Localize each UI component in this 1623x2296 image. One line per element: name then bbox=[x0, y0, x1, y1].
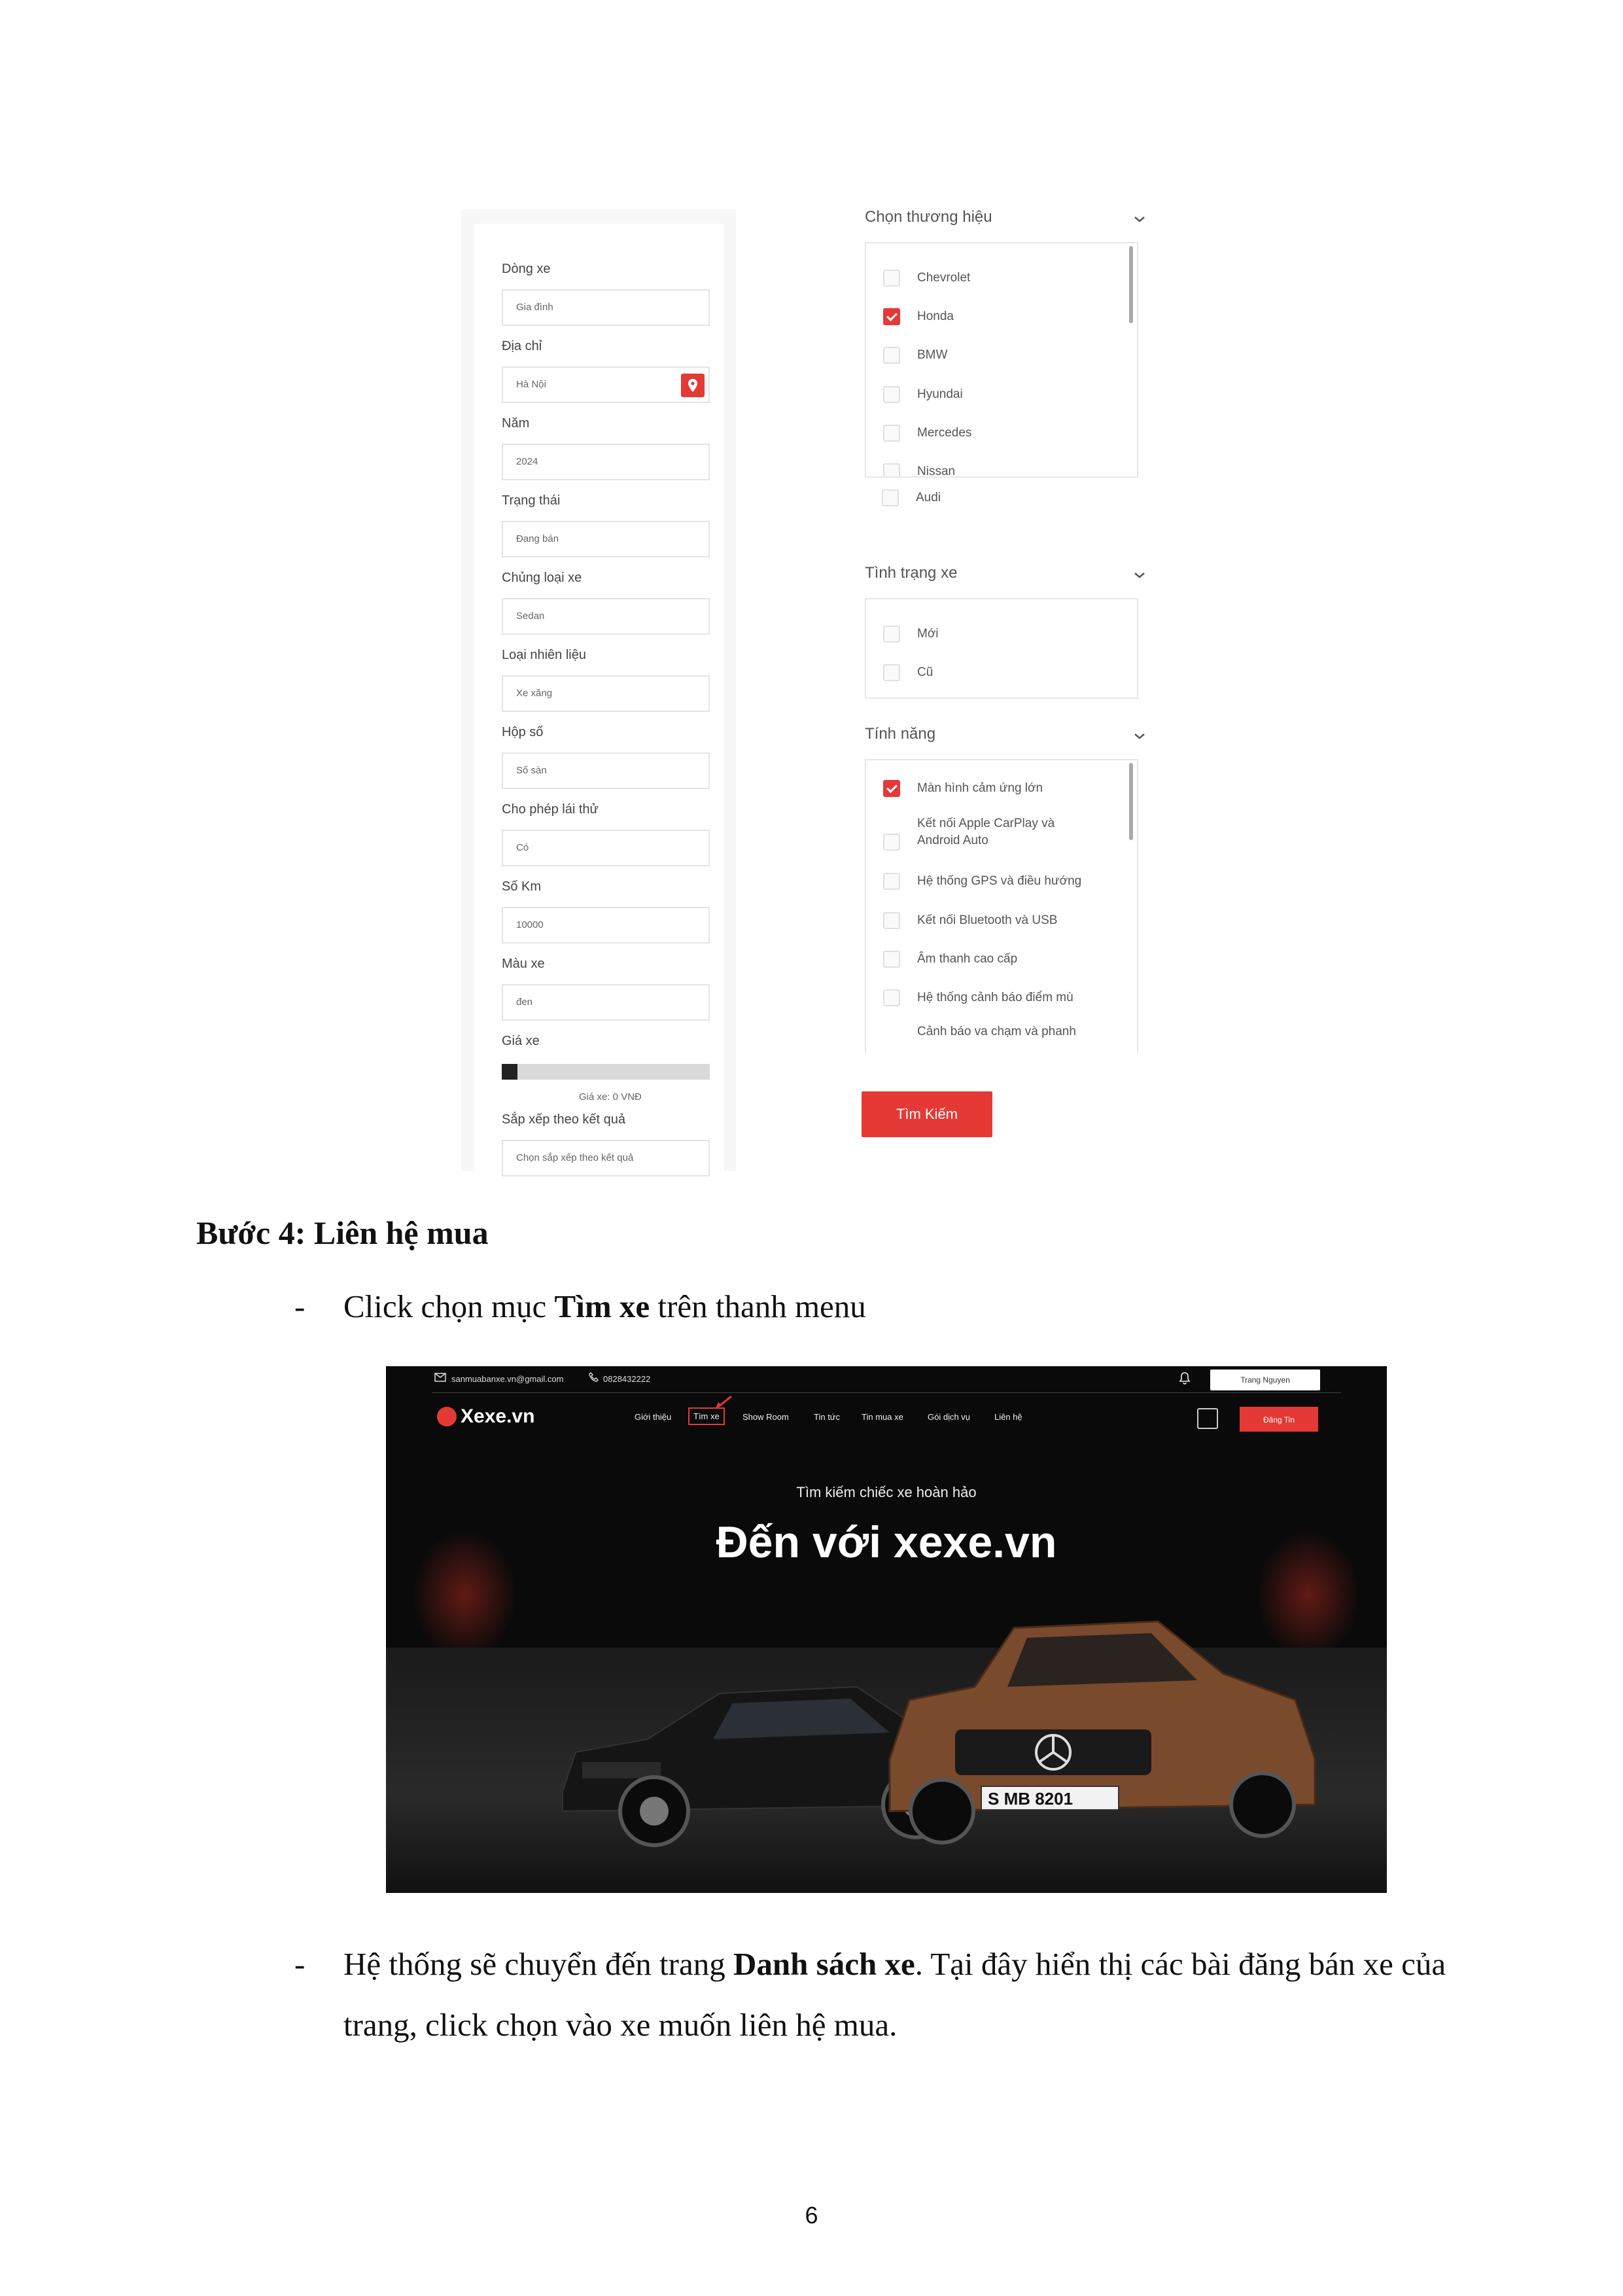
search-button[interactable]: Tìm Kiếm bbox=[862, 1091, 992, 1137]
brand-option: Hyundai bbox=[917, 387, 963, 401]
checkbox-nissan[interactable] bbox=[883, 463, 900, 478]
address-value: Hà Nội bbox=[516, 379, 546, 390]
contact-email[interactable]: sanmuabanxe.vn@gmail.com bbox=[451, 1374, 564, 1384]
checkbox-blind-spot[interactable] bbox=[883, 989, 900, 1006]
checkbox-bluetooth[interactable] bbox=[883, 912, 900, 929]
text-run-bold: Tìm xe bbox=[554, 1288, 650, 1324]
price-label: Giá xe bbox=[502, 1034, 540, 1048]
text-run: trên thanh menu bbox=[650, 1288, 866, 1324]
user-menu-button[interactable]: Trang Nguyen bbox=[1210, 1369, 1320, 1390]
text-run: Hệ thống sẽ chuyển đến trang bbox=[343, 1946, 733, 1982]
condition-option: Mới bbox=[917, 627, 939, 641]
chevron-down-icon[interactable] bbox=[1133, 571, 1146, 580]
field-label: Năm bbox=[502, 416, 530, 431]
checkbox-carplay[interactable] bbox=[883, 834, 900, 851]
address-input[interactable] bbox=[502, 366, 710, 403]
bullet-dash: - bbox=[294, 1946, 305, 1982]
feature-option: Kết nối Apple CarPlay và Android Auto bbox=[917, 817, 1055, 847]
filter-panel-screenshot bbox=[832, 190, 1159, 1171]
scrollbar[interactable] bbox=[1129, 246, 1133, 323]
feature-option: Màn hình cảm ứng lớn bbox=[917, 781, 1043, 795]
chevron-down-icon[interactable] bbox=[1133, 732, 1146, 741]
hero-title: Đến với xexe.vn bbox=[716, 1517, 1057, 1567]
bell-icon[interactable] bbox=[1179, 1371, 1191, 1385]
feature-filter-title[interactable]: Tính năng bbox=[865, 725, 936, 743]
brand-filter-title[interactable]: Chọn thương hiệu bbox=[865, 208, 992, 226]
checkbox-bmw[interactable] bbox=[883, 347, 900, 364]
price-slider-handle[interactable] bbox=[502, 1064, 517, 1080]
mail-icon bbox=[434, 1373, 446, 1382]
price-slider[interactable] bbox=[502, 1064, 710, 1080]
step-heading: Bước 4: Liên hệ mua bbox=[196, 1214, 489, 1251]
field-label: Cho phép lái thử bbox=[502, 802, 599, 817]
field-label: Trạng thái bbox=[502, 493, 561, 508]
brand-option: Nissan bbox=[917, 465, 956, 478]
contact-phone[interactable]: 0828432222 bbox=[603, 1374, 651, 1384]
checkbox-hyundai[interactable] bbox=[883, 386, 900, 403]
brand-list bbox=[865, 242, 1138, 478]
field-label: Màu xe bbox=[502, 957, 545, 971]
brand-option: Chevrolet bbox=[917, 271, 971, 285]
location-pin-icon bbox=[687, 378, 699, 393]
brand-option: Mercedes bbox=[917, 426, 972, 440]
fuel-type-input[interactable]: Xe xăng bbox=[502, 675, 710, 712]
sort-select[interactable]: Chọn sắp xếp theo kết quả bbox=[502, 1140, 710, 1176]
condition-option: Cũ bbox=[917, 665, 934, 679]
year-input[interactable]: 2024 bbox=[502, 444, 710, 480]
location-button[interactable] bbox=[681, 374, 705, 397]
feature-option: Hệ thống cảnh báo điểm mù bbox=[917, 991, 1073, 1004]
checkbox-audi[interactable] bbox=[882, 489, 899, 506]
hero-subtitle: Tìm kiếm chiếc xe hoàn hảo bbox=[796, 1484, 977, 1500]
bullet-text bbox=[343, 1934, 1456, 2055]
brand-option: Honda bbox=[917, 309, 954, 323]
feature-option: Âm thanh cao cấp bbox=[917, 952, 1018, 966]
checkbox-new[interactable] bbox=[883, 626, 900, 643]
checkbox-used[interactable] bbox=[883, 664, 900, 681]
phone-icon bbox=[589, 1372, 599, 1383]
checkbox-gps[interactable] bbox=[883, 873, 900, 890]
checkbox-touchscreen[interactable] bbox=[883, 780, 900, 797]
km-input[interactable]: 10000 bbox=[502, 907, 710, 944]
test-drive-input[interactable]: Có bbox=[502, 830, 710, 866]
chevron-down-icon[interactable] bbox=[1133, 215, 1146, 224]
scrollbar[interactable] bbox=[1129, 763, 1133, 840]
checkbox-chevrolet[interactable] bbox=[883, 270, 900, 287]
nav-showroom[interactable]: Show Room bbox=[742, 1412, 789, 1422]
car-type-input[interactable]: Sedan bbox=[502, 598, 710, 635]
field-label: Loại nhiên liệu bbox=[502, 648, 586, 662]
brand-option: BMW bbox=[917, 348, 948, 362]
nav-about[interactable]: Giới thiệu bbox=[635, 1412, 672, 1422]
feature-list bbox=[865, 759, 1138, 1053]
checkbox-mercedes[interactable] bbox=[883, 425, 900, 442]
pointer-arrow-icon bbox=[713, 1395, 733, 1409]
website-screenshot bbox=[386, 1366, 1387, 1893]
condition-filter-title[interactable]: Tình trạng xe bbox=[865, 564, 958, 582]
bullet-dash: - bbox=[294, 1288, 305, 1324]
bullet-item bbox=[294, 1276, 1439, 1337]
brown-suv-image bbox=[870, 1589, 1328, 1870]
search-form bbox=[474, 224, 724, 1173]
sort-label: Sắp xếp theo kết quả bbox=[502, 1112, 626, 1127]
field-label: Dòng xe bbox=[502, 262, 551, 276]
nav-buy-posts[interactable]: Tin mua xe bbox=[862, 1412, 903, 1422]
brand-option: Audi bbox=[916, 491, 941, 504]
checkbox-honda[interactable] bbox=[883, 308, 900, 325]
status-input[interactable]: Đang bán bbox=[502, 521, 710, 557]
cart-icon[interactable] bbox=[1197, 1408, 1218, 1429]
nav-contact[interactable]: Liên hệ bbox=[994, 1412, 1022, 1422]
field-label: Chủng loại xe bbox=[502, 571, 582, 585]
feature-option: Cảnh báo va chạm và phanh bbox=[917, 1025, 1076, 1038]
nav-find-car[interactable]: Tìm xe bbox=[688, 1407, 725, 1425]
gearbox-input[interactable]: Số sàn bbox=[502, 752, 710, 789]
checkbox-audio[interactable] bbox=[883, 951, 900, 968]
post-listing-button[interactable]: Đăng Tin bbox=[1240, 1407, 1318, 1432]
color-input[interactable]: đen bbox=[502, 984, 710, 1021]
search-form-screenshot bbox=[461, 209, 736, 1171]
price-readout: Giá xe: 0 VNĐ bbox=[579, 1091, 642, 1103]
field-label: Số Km bbox=[502, 879, 542, 894]
car-line-input[interactable]: Gia đình bbox=[502, 289, 710, 326]
bullet-item bbox=[294, 1934, 1446, 2055]
field-label: Địa chỉ bbox=[502, 339, 542, 353]
page-number: 6 bbox=[805, 2202, 818, 2229]
condition-list bbox=[865, 598, 1138, 699]
text-run-bold: Danh sách xe bbox=[733, 1946, 915, 1982]
nav-news[interactable]: Tin tức bbox=[814, 1412, 841, 1422]
field-label: Hộp số bbox=[502, 725, 544, 739]
license-plate-text: S MB 8201 bbox=[988, 1789, 1073, 1809]
feature-option: Kết nối Bluetooth và USB bbox=[917, 913, 1058, 927]
feature-option: Hệ thống GPS và điều hướng bbox=[917, 874, 1082, 888]
nav-service-packages[interactable]: Gói dịch vụ bbox=[928, 1412, 971, 1422]
text-run: . Tại đây hiển thị các bài đăng bán xe của trang, click chọn vào xe muốn liên hệ mua. bbox=[343, 1946, 1446, 2043]
site-logo[interactable]: Xexe.vn bbox=[461, 1405, 535, 1427]
logo-icon bbox=[437, 1407, 457, 1426]
bullet-text bbox=[343, 1276, 1456, 1337]
text-run: Click chọn mục bbox=[343, 1288, 555, 1324]
divider bbox=[432, 1392, 1341, 1393]
